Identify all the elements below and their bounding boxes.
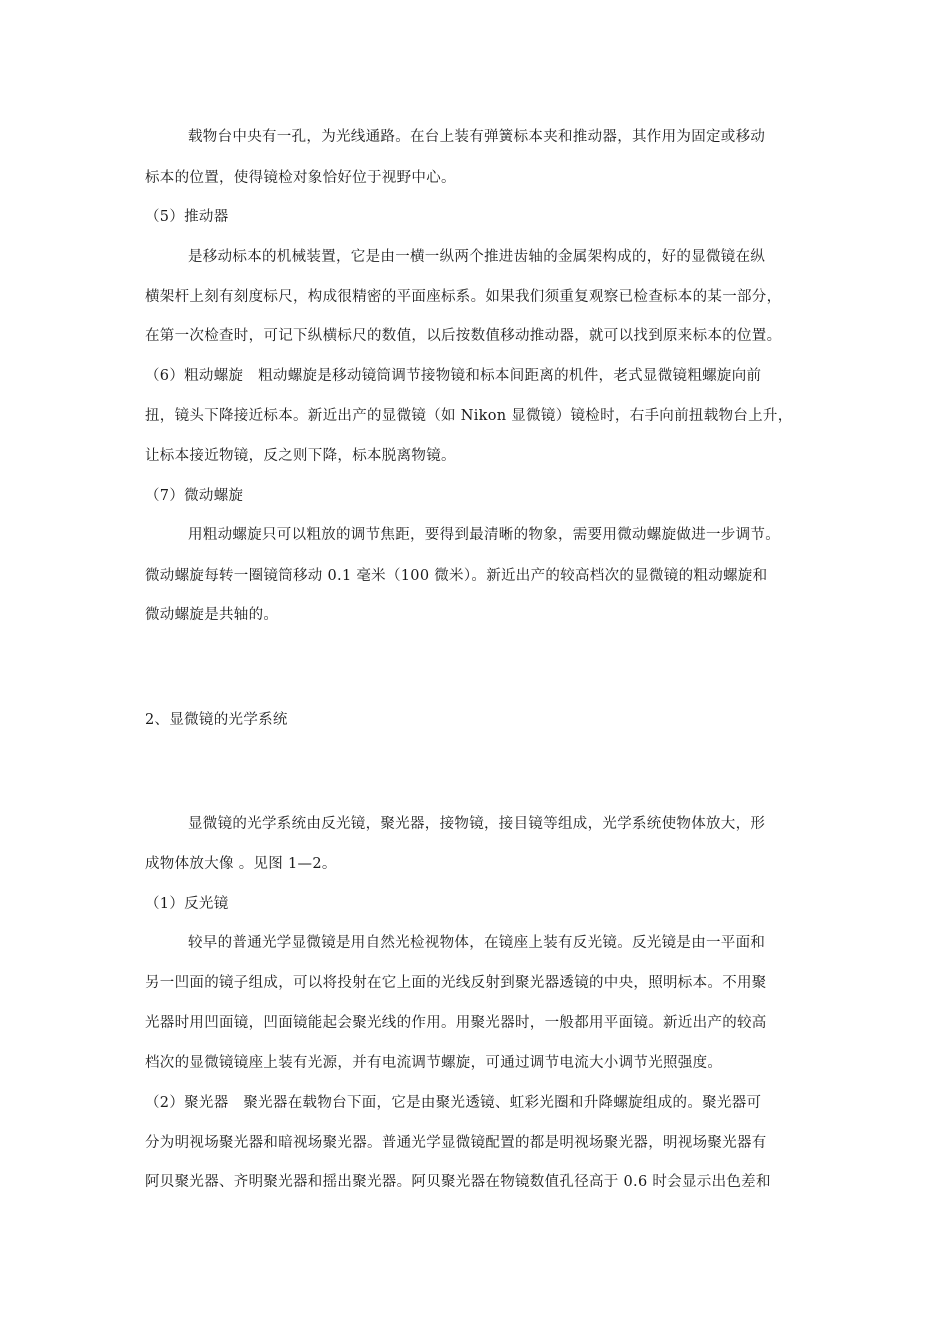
text-line: 另一凹面的镜子组成，可以将投射在它上面的光线反射到聚光器透镜的中央，照明标本。不用聚 [145, 975, 767, 991]
text-line: 让标本接近物镜，反之则下降，标本脱离物镜。 [145, 448, 456, 464]
text-line: 微动螺旋每转一圈镜筒移动 0.1 毫米（100 微米）。新近出产的较高档次的显微镜的粗动螺旋和 [145, 568, 768, 584]
text-line: 显微镜的光学系统由反光镜，聚光器，接物镜，接目镜等组成，光学系统使物体放大，形 [188, 816, 766, 832]
text-line: 在第一次检查时，可记下纵横标尺的数值，以后按数值移动推动器，就可以找到原来标本的位置。 [145, 328, 782, 344]
section-heading: （7）微动螺旋 [145, 488, 244, 504]
text-line: 扭，镜头下降接近标本。新近出产的显微镜（如 Nikon 显微镜）镜检时，右手向前扭载物台上升， [145, 408, 793, 424]
text-line: （2）聚光器 聚光器在载物台下面，它是由聚光透镜、虹彩光圈和升降螺旋组成的。聚光器可 [145, 1095, 762, 1111]
section-heading: （5）推动器 [145, 209, 229, 225]
text-line: 分为明视场聚光器和暗视场聚光器。普通光学显微镜配置的都是明视场聚光器，明视场聚光器有 [145, 1135, 767, 1151]
text-line: （6）粗动螺旋 粗动螺旋是移动镜筒调节接物镜和标本间距离的机件，老式显微镜粗螺旋向前 [145, 368, 762, 384]
text-line: 档次的显微镜镜座上装有光源，并有电流调节螺旋，可通过调节电流大小调节光照强度。 [145, 1055, 723, 1071]
text-line: 光器时用凹面镜，凹面镜能起会聚光线的作用。用聚光器时，一般都用平面镜。新近出产的较高 [145, 1015, 767, 1031]
text-line: 用粗动螺旋只可以粗放的调节焦距，要得到最清晰的物象，需要用微动螺旋做进一步调节。 [188, 527, 780, 543]
text-line: 载物台中央有一孔，为光线通路。在台上装有弹簧标本夹和推动器，其作用为固定或移动 [188, 129, 766, 145]
text-line: 是移动标本的机械装置，它是由一横一纵两个推进齿轴的金属架构成的，好的显微镜在纵 [188, 249, 766, 265]
section-heading: （1）反光镜 [145, 896, 229, 912]
text-line: 阿贝聚光器、齐明聚光器和摇出聚光器。阿贝聚光器在物镜数值孔径高于 0.6 时会显示出色差和 [145, 1174, 771, 1190]
text-line: 标本的位置，使得镜检对象恰好位于视野中心。 [145, 170, 456, 186]
text-line: 微动螺旋是共轴的。 [145, 607, 279, 623]
text-line: 成物体放大像 。见图 1—2。 [145, 856, 337, 872]
text-line: 横架杆上刻有刻度标尺，构成很精密的平面座标系。如果我们须重复观察已检查标本的某一部分， [145, 289, 782, 305]
text-line: 较早的普通光学显微镜是用自然光检视物体，在镜座上装有反光镜。反光镜是由一平面和 [188, 935, 766, 951]
section-title: 2、显微镜的光学系统 [145, 712, 288, 728]
